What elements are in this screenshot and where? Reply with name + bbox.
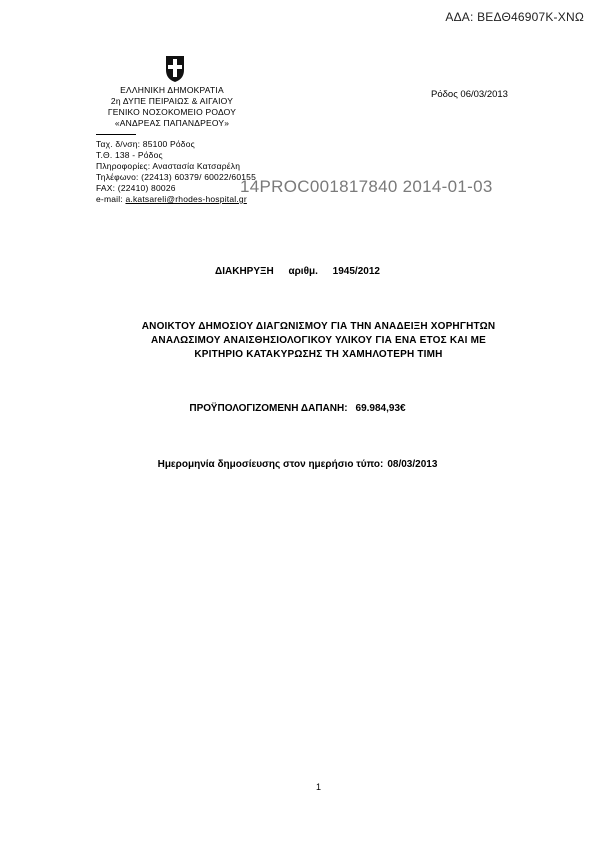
greek-emblem-icon	[164, 53, 186, 83]
phone-line: Τηλέφωνο: (22413) 60379/ 60022/60155	[96, 172, 257, 182]
declaration-number: 1945/2012	[332, 266, 380, 277]
address-line: Ταχ. δ/νση: 85100 Ρόδος	[96, 139, 195, 149]
page-number: 1	[315, 782, 321, 792]
email-link[interactable]: a.katsareli@rhodes-hospital.gr	[125, 194, 247, 204]
header-line-4: «ΑΝΔΡΕΑΣ ΠΑΠΑΝΔΡΕΟΥ»	[114, 118, 230, 128]
publication-value: 08/03/2013	[387, 459, 438, 470]
document-date: Ρόδος 06/03/2013	[431, 89, 508, 100]
ada-code: ΑΔΑ: ΒΕΔΘ46907Κ-ΧΝΩ	[445, 10, 584, 24]
tender-title	[100, 320, 537, 362]
header-line-1: ΕΛΛΗΝΙΚΗ ΔΗΜΟΚΡΑΤΙΑ	[120, 85, 224, 95]
info-line: Πληροφορίες: Αναστασία Κατσαρέλη	[96, 161, 241, 171]
publication-label: Ημερομηνία δημοσίευσης στον ημερήσιο τύπο:	[157, 459, 384, 470]
declaration-heading	[0, 266, 595, 277]
title-line-1: ΑΝΟΙΚΤΟΥ ΔΗΜΟΣΙΟΥ ΔΙΑΓΩΝΙΣΜΟΥ ΓΙΑ ΤΗΝ ΑΝΑΔΕΙΞΗ ΧΟΡΗΓΗΤΩΝ	[141, 321, 496, 332]
publication-date-line	[0, 459, 595, 470]
po-box-line: Τ.Θ. 138 - Ρόδος	[96, 150, 163, 160]
declaration-label: ΔΙΑΚΗΡΥΞΗ	[215, 266, 274, 277]
declaration-number-label: αριθμ.	[288, 266, 318, 277]
email-line	[96, 194, 256, 205]
protocol-stamp: 14PROC001817840 2014-01-03	[240, 177, 493, 196]
header-divider	[96, 134, 136, 135]
email-label: e-mail:	[96, 194, 126, 204]
fax-line: FAX: (22410) 80026	[96, 183, 176, 193]
title-line-3: ΚΡΙΤΗΡΙΟ ΚΑΤΑΚΥΡΩΣΗΣ ΤΗ ΧΑΜΗΛΟΤΕΡΗ ΤΙΜΗ	[194, 349, 443, 360]
header-line-2: 2η ΔΥΠΕ ΠΕΙΡΑΙΩΣ & ΑΙΓΑΙΟΥ	[110, 96, 234, 106]
budget-label: ΠΡΟΫΠΟΛΟΓΙΖΟΜΕΝΗ ΔΑΠΑΝΗ:	[189, 403, 348, 414]
budget-line	[0, 403, 595, 414]
sender-header	[96, 85, 256, 205]
title-line-2: ΑΝΑΛΩΣΙΜΟΥ ΑΝΑΙΣΘΗΣΙΟΛΟΓΙΚΟΥ ΥΛΙΚΟΥ ΓΙΑ ΕΝΑ ΕΤΟΣ ΚΑΙ ΜΕ	[150, 335, 487, 346]
header-line-3: ΓΕΝΙΚΟ ΝΟΣΟΚΟΜΕΙΟ ΡΟΔΟΥ	[107, 107, 237, 117]
budget-value: 69.984,93€	[355, 403, 406, 414]
